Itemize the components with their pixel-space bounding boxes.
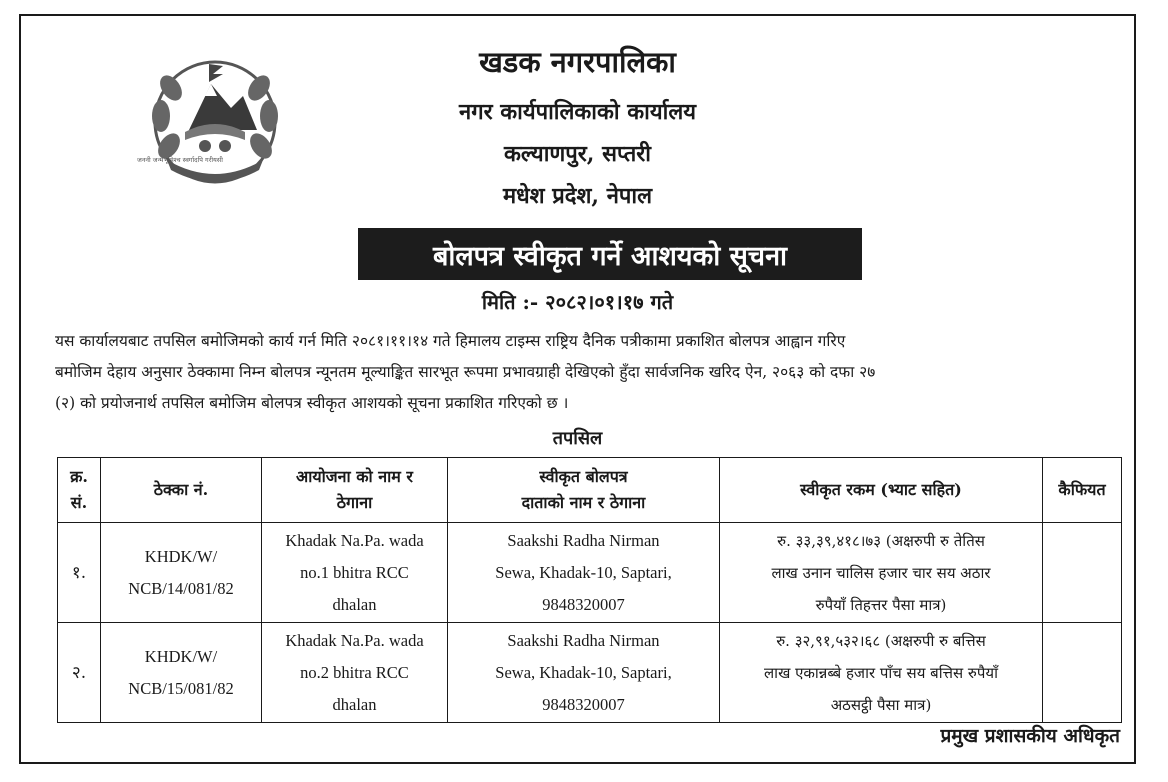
header-amount: स्वीकृत रकम (भ्याट सहित)	[720, 458, 1043, 523]
table-header-row	[58, 458, 1122, 523]
notice-frame	[19, 14, 1136, 764]
header-contract-no: ठेक्का नं.	[101, 458, 262, 523]
header-serial: क्र. सं.	[58, 458, 101, 523]
office-location: कल्याणपुर, सप्तरी	[503, 141, 651, 167]
cell-bidder: Saakshi Radha Nirman Sewa, Khadak-10, Saptari, 9848320007	[448, 623, 720, 723]
cell-serial: १.	[58, 523, 101, 623]
table-caption: तपसिल	[552, 428, 603, 449]
cell-amount: रु. ३२,९१,५३२।६८ (अक्षरुपी रु बत्तिस लाख एकान्नब्बे हजार पाँच सय बत्तिस रुपैयाँ अठसट्ठी पैसा मात्र)	[720, 623, 1043, 723]
office-name: नगर कार्यपालिकाको कार्यालय	[459, 99, 696, 125]
notice-body-line: यस कार्यालयबाट तपसिल बमोजिमको कार्य गर्न मिति २०८१।११।१४ गते हिमालय टाइम्स राष्ट्रिय दैनिक पत्रीकामा प्रकाशित बोलपत्र आह्वान गरिए	[55, 332, 846, 350]
municipality-title: खडक नगरपालिका	[479, 45, 676, 79]
table-row	[58, 623, 1122, 723]
cell-bidder: Saakshi Radha Nirman Sewa, Khadak-10, Saptari, 9848320007	[448, 523, 720, 623]
cell-serial: २.	[58, 623, 101, 723]
notice-date: मिति :- २०८२।०१।१७ गते	[481, 290, 674, 314]
cell-project: Khadak Na.Pa. wada no.1 bhitra RCC dhalan	[262, 523, 448, 623]
cell-contract-no: KHDK/W/ NCB/14/081/82	[101, 523, 262, 623]
notice-body-line: बमोजिम देहाय अनुसार ठेक्कामा निम्न बोलपत्र न्यूनतम मूल्याङ्कित सारभूत रूपमा प्रभावग्राही देखिएको हुँदा सार्वजनिक खरिद ऐन, २०६३ को दफा २७	[55, 363, 876, 381]
notice-heading: बोलपत्र स्वीकृत गर्ने आशयको सूचना	[358, 228, 862, 280]
award-table	[57, 457, 1122, 723]
header-remarks: कैफियत	[1043, 458, 1122, 523]
province-name: मधेश प्रदेश, नेपाल	[502, 183, 653, 209]
emblem-motto: जननी जन्मभूमिश्च स्वर्गादपि गरीयसी	[137, 156, 223, 164]
cell-remarks	[1043, 523, 1122, 623]
table-row	[58, 523, 1122, 623]
cell-project: Khadak Na.Pa. wada no.2 bhitra RCC dhalan	[262, 623, 448, 723]
header-project: आयोजना को नाम र ठेगाना	[262, 458, 448, 523]
signatory-title: प्रमुख प्रशासकीय अधिकृत	[940, 725, 1120, 747]
cell-amount: रु. ३३,३९,४१८।७३ (अक्षरुपी रु तेतिस लाख उनान चालिस हजार चार सय अठार रुपैयाँ तिहत्तर पैसा मात्र)	[720, 523, 1043, 623]
cell-contract-no: KHDK/W/ NCB/15/081/82	[101, 623, 262, 723]
cell-remarks	[1043, 623, 1122, 723]
notice-body	[55, 326, 1121, 419]
notice-body-line: (२) को प्रयोजनार्थ तपसिल बमोजिम बोलपत्र स्वीकृत आशयको सूचना प्रकाशित गरिएको छ ।	[55, 394, 569, 412]
header-bidder: स्वीकृत बोलपत्र दाताको नाम र ठेगाना	[448, 458, 720, 523]
